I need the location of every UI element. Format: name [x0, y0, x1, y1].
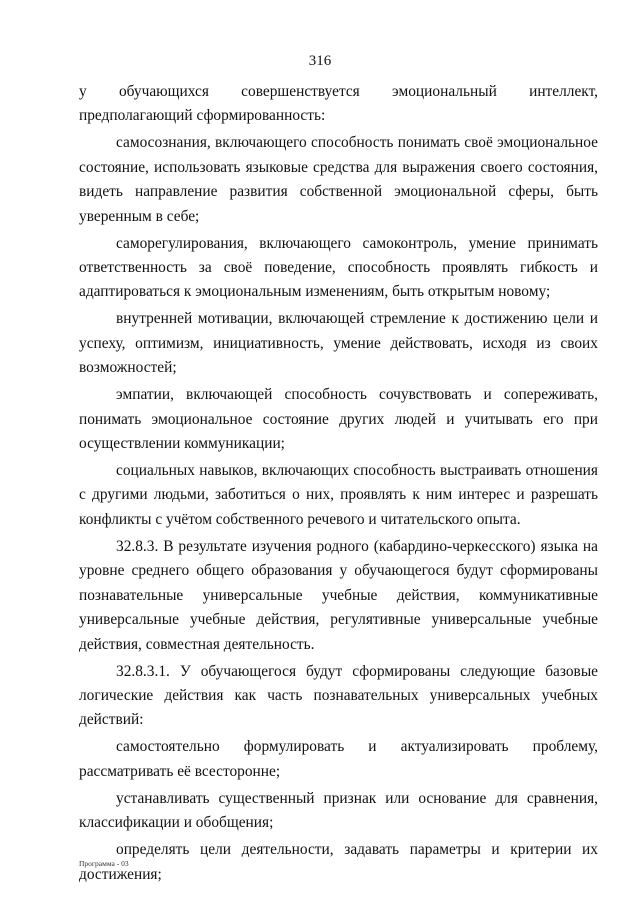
page-footer: Программа - 03 [79, 859, 129, 868]
paragraph-8: 32.8.3.1. У обучающегося будут сформированы следующие базовые логические действия как часть познавательных универсальных учебных действий: [79, 662, 598, 729]
paragraph-11: определять цели деятельности, задавать параметры и критерии их достижения; [79, 841, 598, 883]
page-number: 316 [308, 53, 332, 69]
paragraph-5: эмпатии, включающей способность сочувствовать и сопереживать, понимать эмоциональное состояние других людей и учитывать его при осуществлении коммуникации; [79, 386, 598, 453]
paragraph-2: самосознания, включающего способность понимать своё эмоциональное состояние, использовать языковые средства для выражения своего состояния, видеть направление развития собственной эмоциональной сферы, быть уверенным в себе; [79, 134, 598, 225]
paragraph-7: 32.8.3. В результате изучения родного (кабардино-черкесского) языка на уровне среднего общего образования у обучающегося будут сформированы познавательные универсальные учебные действия, коммуникативные универсальные учебные действия, регулятивные универсальные учебные действия, совместная деятельность. [79, 537, 598, 653]
paragraph-1: у обучающихся совершенствуется эмоциональный интеллект, предполагающий сформированность: [79, 83, 598, 125]
paragraph-10: устанавливать существенный признак или основание для сравнения, классификации и обобщения; [79, 789, 598, 832]
paragraph-3: саморегулирования, включающего самоконтроль, умение принимать ответственность за своё поведение, способность проявлять гибкость и адаптироваться к эмоциональным изменениям, быть открытым новому; [79, 234, 598, 301]
page-body [79, 80, 598, 890]
paragraph-9: самостоятельно формулировать и актуализировать проблему, рассматривать её всесторонне; [79, 738, 598, 780]
paragraph-6: социальных навыков, включающих способность выстраивать отношения с другими людьми, заботиться о них, проявлять к ним интерес и разрешать конфликты с учётом собственного речевого и читательского опыта. [79, 462, 598, 528]
paragraph-4: внутренней мотивации, включающей стремление к достижению цели и успеху, оптимизм, инициативность, умение действовать, исходя из своих возможностей; [79, 310, 598, 377]
